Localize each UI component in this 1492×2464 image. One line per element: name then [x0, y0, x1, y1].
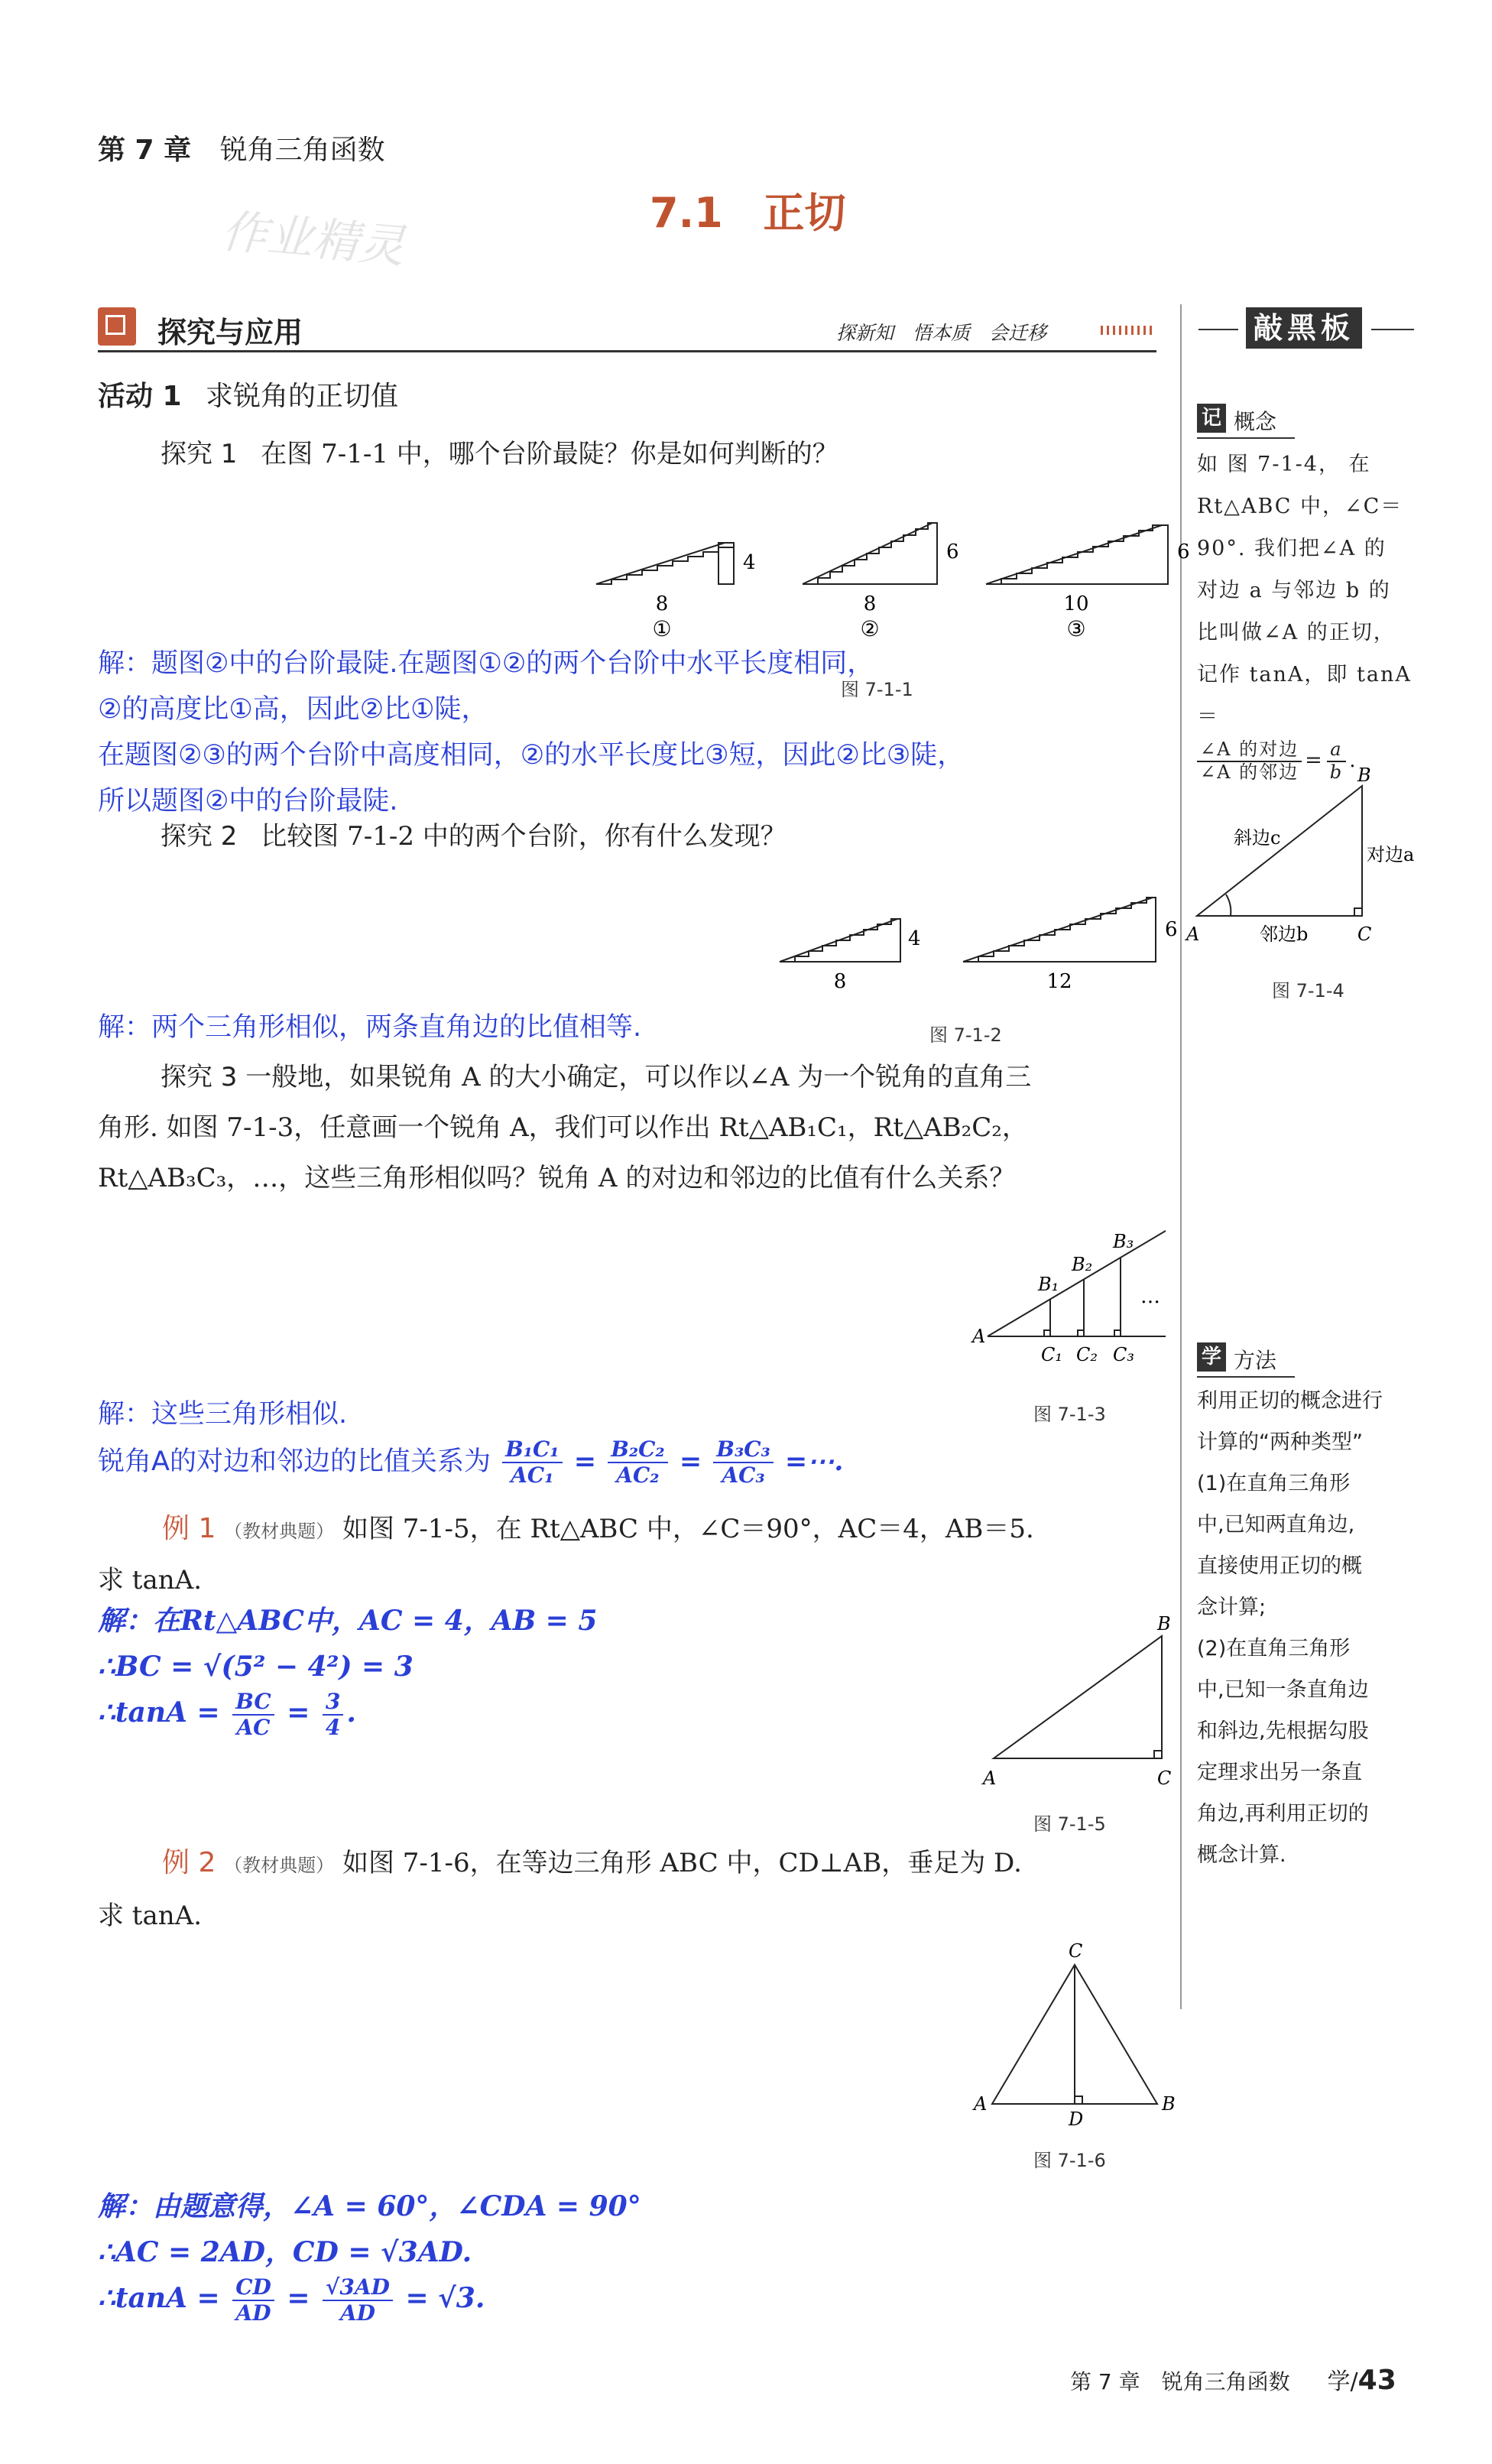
caption-7-1-2: 图 7-1-2	[929, 1024, 1002, 1046]
stair-1-base: 8	[655, 592, 669, 615]
explore-3-line3: Rt△AB₃C₃，…，这些三角形相似吗？锐角 A 的对边和邻边的比值有什么关系？	[98, 1163, 1016, 1193]
stair-a-height: 4	[908, 927, 921, 950]
footer-subject: 学/	[1327, 2368, 1358, 2395]
example-2-label: 例 2	[162, 1847, 216, 1878]
explore-3-line1: 一般地，如果锐角 A 的大小确定，可以作以∠A 为一个锐角的直角三	[245, 1062, 1032, 1092]
banner-icon	[98, 307, 136, 346]
fig4-label-adj: 邻边b	[1260, 924, 1309, 945]
stair-a-base: 8	[833, 970, 847, 993]
answer-2-prefix: 锐角A的对边和邻边的比值关系为	[98, 1446, 491, 1478]
fig4-label-B: B	[1357, 765, 1371, 786]
stair-3-mark: ③	[1066, 616, 1086, 641]
stair-b-height: 6	[1165, 918, 1178, 941]
label-A: A	[972, 1326, 986, 1347]
concept-frac-2-num: a	[1327, 739, 1346, 762]
method-icon: 学	[1197, 1342, 1226, 1372]
example-1-text: 如图 7-1-5，在 Rt△ABC 中，∠C＝90°，AC＝4，AB＝5.	[342, 1514, 1034, 1544]
caption-7-1-4: 图 7-1-4	[1272, 980, 1344, 1002]
label-B2: B₂	[1072, 1254, 1093, 1275]
caption-7-1-5: 图 7-1-5	[1033, 1813, 1106, 1835]
figure-7-1-6	[971, 1942, 1185, 2141]
footer-chapter: 第 7 章 锐角三角函数	[1070, 2369, 1290, 2394]
ratio-2	[608, 1437, 667, 1488]
ex1-label-A: A	[983, 1768, 997, 1789]
ex2-frac-1-num: CD	[232, 2275, 274, 2301]
ratio-2-num: B₂C₂	[608, 1437, 667, 1463]
fig4-label-A: A	[1186, 924, 1200, 945]
method-line: 概念计算.	[1197, 1843, 1286, 1867]
ex1-label-B: B	[1157, 1613, 1171, 1635]
figure-7-1-2	[772, 856, 1185, 994]
method-line: 和斜边,先根据勾股	[1197, 1719, 1369, 1743]
example-1-solution	[98, 1598, 597, 1740]
concept-frac-2-den: b	[1329, 761, 1344, 783]
chapter-title: 锐角三角函数	[219, 135, 385, 166]
ex2-frac-1-den: AD	[235, 2300, 271, 2326]
example-2	[98, 1838, 1022, 1941]
method-line: (2)在直角三角形	[1197, 1637, 1351, 1661]
method-line: 定理求出另一条直	[1197, 1761, 1362, 1784]
figure-7-1-5	[978, 1613, 1185, 1797]
label-B1: B₁	[1038, 1274, 1059, 1295]
label-dots: …	[1140, 1285, 1160, 1308]
fig4-label-C: C	[1357, 924, 1372, 945]
example-1-label: 例 1	[162, 1513, 216, 1544]
section-title	[650, 180, 845, 239]
activity-title: 求锐角的正切值	[206, 381, 399, 412]
example-1	[98, 1505, 1034, 1605]
method-line: 中,已知一条直角边	[1197, 1678, 1369, 1702]
explore-2-question: 比较图 7-1-2 中的两个台阶，你有什么发现？	[261, 821, 787, 852]
explore-3-answer-1: 解：这些三角形相似.	[98, 1399, 348, 1430]
ratio-3-num: B₃C₃	[713, 1437, 773, 1463]
explore-1	[161, 434, 838, 474]
label-B3: B₃	[1113, 1231, 1134, 1252]
caption-7-1-1: 图 7-1-1	[841, 679, 913, 700]
banner-tags: 探新知 悟本质 会迁移	[836, 322, 1047, 344]
ex2-frac-2-num: √3AD	[323, 2275, 393, 2301]
stair-3-base: 10	[1063, 592, 1089, 615]
concept-frac-num: ∠A 的对边	[1197, 739, 1302, 762]
method-line: 角边,再利用正切的	[1197, 1802, 1369, 1826]
caption-7-1-6: 图 7-1-6	[1033, 2150, 1106, 2171]
section-number: 7.1	[650, 189, 723, 237]
ex2-label-A: A	[974, 2093, 988, 2115]
ex2-label-D: D	[1069, 2109, 1084, 2130]
method-heading	[1197, 1342, 1295, 1378]
stair-1	[596, 543, 734, 584]
ex2-sol-3-prefix: ∴tanA =	[98, 2282, 230, 2315]
concept-heading	[1197, 404, 1295, 439]
concept-line: 比叫做∠A 的正切，	[1197, 621, 1396, 644]
answer-2-suffix: =⋯.	[784, 1446, 844, 1478]
stair-a	[780, 919, 900, 962]
label-C2: C₂	[1076, 1344, 1098, 1365]
footer	[1070, 2362, 1396, 2396]
figure-7-1-4	[1185, 765, 1414, 948]
method-line: (1)在直角三角形	[1197, 1472, 1351, 1495]
ex1-frac-2-num: 3	[323, 1690, 343, 1716]
ratio-3	[713, 1437, 773, 1488]
explore-1-answer	[98, 641, 964, 824]
section-name: 正切	[763, 189, 846, 237]
chapter-label: 第 7 章	[98, 135, 192, 166]
ex1-sol-3-prefix: ∴tanA =	[98, 1696, 230, 1729]
explore-3-answer-2: 锐角A的对边和邻边的比值关系为 $\frac{\text{B₁C₁}}{\text{AC₁}}$ = $\frac{\text{B₂C₂}}{\text{AC₂}}$ = $\frac{\text{B₃C₃}}{\text{AC₃}}$ =⋯.	[98, 1437, 844, 1488]
ex2-frac-2-den: AD	[339, 2300, 375, 2326]
explore-1-question: 在图 7-1-1 中，哪个台阶最陡？你是如何判断的？	[261, 439, 838, 469]
ratio-2-den: AC₂	[616, 1462, 660, 1488]
stair-1-mark: ①	[652, 616, 672, 641]
ex1-sol-3-suffix: .	[346, 1696, 356, 1729]
ex2-label-C: C	[1069, 1940, 1083, 1962]
fig4-label-hyp: 斜边c	[1234, 827, 1281, 849]
banner-title: 探究与应用	[157, 316, 303, 349]
figure-7-1-3	[971, 1208, 1185, 1376]
example-1-note: （教材典题）	[224, 1521, 335, 1542]
page-number: 43	[1357, 2365, 1396, 2396]
ex2-frac-1	[232, 2275, 274, 2326]
ratio-1-num: B₁C₁	[502, 1437, 562, 1463]
ratio-1	[502, 1437, 562, 1488]
stair-2-mark: ②	[860, 616, 880, 641]
ex1-sol-3: ∴tanA = $\frac{BC}{AC}$ = $\frac{3}{4}$ .	[98, 1689, 356, 1741]
explore-2-answer: 解：两个三角形相似，两条直角边的比值相等.	[98, 1012, 642, 1043]
stair-b-base: 12	[1046, 970, 1072, 993]
example-2-text2: 求 tanA.	[98, 1901, 202, 1931]
ex2-label-B: B	[1162, 2093, 1176, 2115]
explore-2-label: 探究 2	[161, 821, 238, 852]
method-line: 中,已知两直角边,	[1197, 1513, 1355, 1537]
chapter-header	[98, 128, 385, 167]
ex1-frac-2	[323, 1690, 343, 1740]
ex2-sol-3-suffix: = √3.	[405, 2282, 485, 2315]
answer-line: 解：题图②中的台阶最陡.在题图①②的两个台阶中水平长度相同，	[98, 648, 874, 679]
banner	[98, 304, 1156, 352]
ratio-3-den: AC₃	[722, 1462, 765, 1488]
stair-3-height: 6	[1177, 541, 1190, 563]
example-2-note: （教材典题）	[224, 1855, 335, 1876]
activity-1-heading	[98, 375, 398, 414]
method-line: 念计算;	[1197, 1596, 1267, 1619]
ex1-frac-2-den: 4	[325, 1715, 341, 1741]
ex1-frac-1-den: AC	[236, 1715, 271, 1741]
sidebar-header	[1198, 306, 1414, 352]
concept-title: 概念	[1234, 409, 1277, 434]
sidebar-title: 敲黑板	[1246, 307, 1362, 349]
ex2-sol-3: ∴tanA = $\frac{CD}{AD}$ = $\frac{√3AD}{AD}$ = √3.	[98, 2274, 485, 2326]
stair-2-height: 6	[946, 541, 959, 563]
example-2-solution	[98, 2183, 641, 2326]
explore-3	[98, 1052, 1031, 1203]
concept-line: Rt△ABC 中，∠C＝	[1197, 495, 1403, 518]
ex1-sol-1: 解：在Rt△ABC中，AC = 4，AB = 5	[98, 1605, 598, 1637]
concept-icon: 记	[1197, 404, 1226, 433]
concept-frac-den: ∠A 的邻边	[1200, 761, 1299, 783]
banner-hatch	[1101, 326, 1153, 335]
stair-2	[803, 523, 937, 584]
figure-7-1-1	[581, 474, 1190, 650]
explore-1-label: 探究 1	[161, 439, 238, 469]
sidebar-method	[1197, 1342, 1416, 1876]
concept-line: 90°. 我们把∠A 的	[1197, 537, 1387, 560]
example-2-text: 如图 7-1-6，在等边三角形 ABC 中，CD⊥AB，垂足为 D.	[342, 1848, 1022, 1878]
caption-7-1-3: 图 7-1-3	[1033, 1404, 1106, 1425]
watermark: 作业精灵	[219, 204, 407, 274]
ratio-1-den: AC₁	[511, 1462, 554, 1488]
method-title: 方法	[1234, 1348, 1277, 1373]
answer-line: 所以题图②中的台阶最陡.	[98, 786, 398, 816]
example-1-text2: 求 tanA.	[98, 1565, 202, 1596]
answer-line: 在题图②③的两个台阶中高度相同，②的水平长度比③短，因此②比③陡，	[98, 740, 965, 771]
method-line: 利用正切的概念进行	[1197, 1389, 1383, 1413]
explore-3-label: 探究 3	[161, 1062, 238, 1092]
method-line: 直接使用正切的概	[1197, 1554, 1362, 1578]
concept-line: 如 图 7-1-4， 在	[1197, 453, 1371, 476]
stair-1-height: 4	[743, 551, 756, 574]
ex1-frac-1	[232, 1690, 274, 1740]
ex2-sol-1: 解：由题意得，∠A = 60°，∠CDA = 90°	[98, 2190, 641, 2222]
stair-b	[963, 898, 1156, 962]
concept-line: 对边 a 与邻边 b 的	[1197, 579, 1391, 602]
stair-2-base: 8	[863, 592, 877, 615]
fig4-label-opp: 对边a	[1367, 844, 1415, 865]
sidebar-concept	[1197, 404, 1416, 784]
ex1-sol-2: ∴BC = √(5² − 4²) = 3	[98, 1651, 414, 1683]
label-C1: C₁	[1041, 1344, 1062, 1365]
concept-formula: $\frac{\text{∠A 的对边}}{\text{∠A 的邻边}}$ = $\frac{a}{b}$ .	[1197, 738, 1416, 784]
ex2-frac-2	[323, 2275, 393, 2326]
explore-3-line2: 角形. 如图 7-1-3，任意画一个锐角 A，我们可以作出 Rt△AB₁C₁，Rt△AB₂C₂，	[98, 1112, 1028, 1143]
answer-line: ②的高度比①高，因此②比①陡，	[98, 694, 488, 725]
stair-3	[986, 525, 1168, 584]
concept-line: 记作 tanA，即 tanA＝	[1197, 663, 1412, 729]
label-C3: C₃	[1113, 1344, 1134, 1365]
ex2-sol-2: ∴AC = 2AD，CD = √3AD.	[98, 2236, 472, 2268]
method-line: 计算的“两种类型”	[1197, 1430, 1363, 1454]
explore-2	[161, 816, 787, 856]
banner-rule	[98, 350, 1156, 352]
ex1-frac-1-num: BC	[232, 1690, 274, 1716]
ex1-label-C: C	[1157, 1768, 1172, 1789]
activity-label: 活动 1	[98, 381, 182, 412]
